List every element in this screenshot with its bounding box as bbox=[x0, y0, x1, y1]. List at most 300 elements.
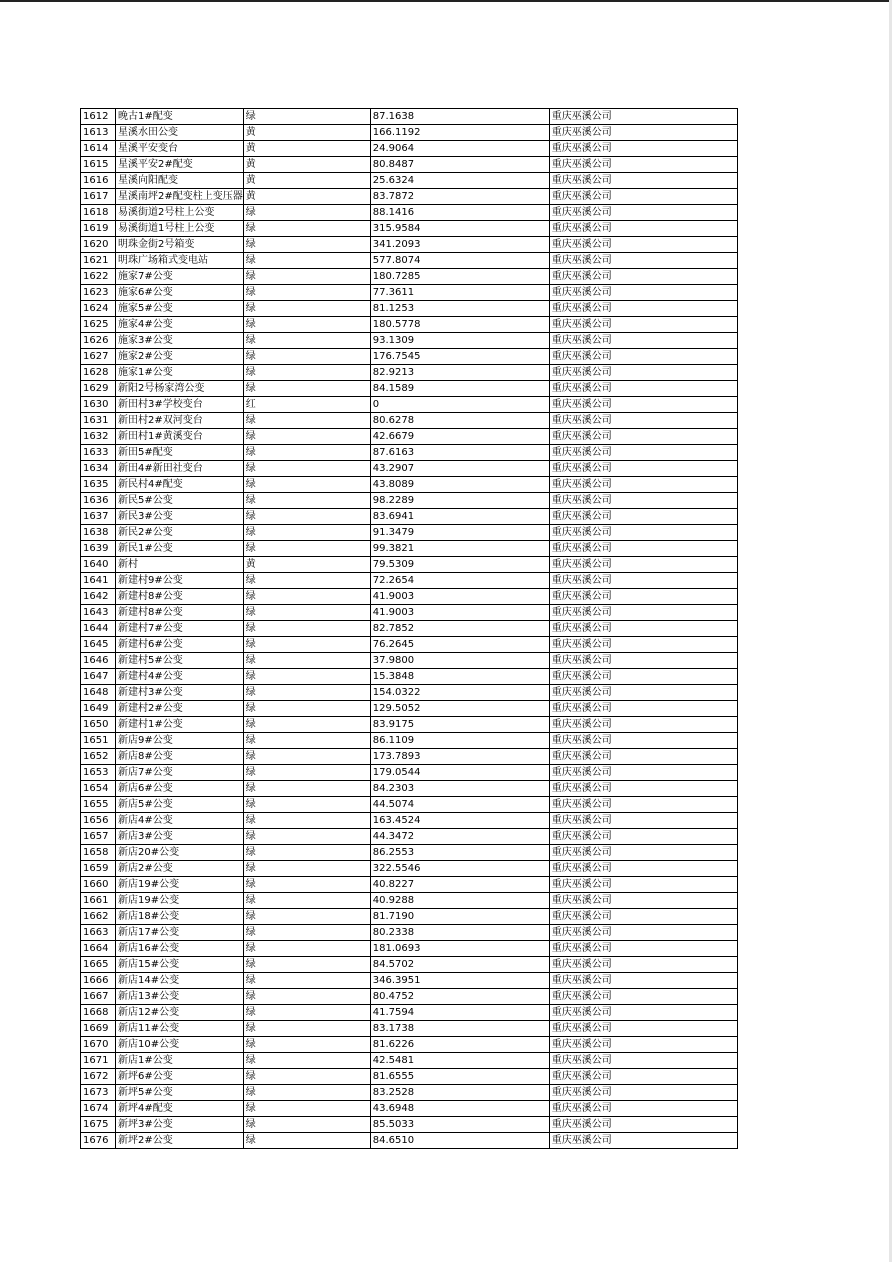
transformer-name-cell: 新田村2#双河变台 bbox=[116, 413, 244, 429]
transformer-name-cell: 星溪南坪2#配变柱上变压器 bbox=[116, 189, 244, 205]
value-cell: 81.6555 bbox=[370, 1069, 549, 1085]
row-id-cell: 1664 bbox=[81, 941, 116, 957]
transformer-name-cell: 新田村1#黄溪变台 bbox=[116, 429, 244, 445]
status-cell: 绿 bbox=[243, 653, 370, 669]
row-id-cell: 1663 bbox=[81, 925, 116, 941]
value-cell: 80.2338 bbox=[370, 925, 549, 941]
table-body bbox=[81, 109, 738, 1149]
status-cell: 绿 bbox=[243, 685, 370, 701]
value-cell: 79.5309 bbox=[370, 557, 549, 573]
table-row bbox=[81, 413, 738, 429]
transformer-name-cell: 新坪5#公变 bbox=[116, 1085, 244, 1101]
company-cell: 重庆巫溪公司 bbox=[549, 733, 737, 749]
transformer-name-cell: 新阳2号杨家湾公变 bbox=[116, 381, 244, 397]
row-id-cell: 1673 bbox=[81, 1085, 116, 1101]
row-id-cell: 1622 bbox=[81, 269, 116, 285]
transformer-name-cell: 新民5#公变 bbox=[116, 493, 244, 509]
transformer-name-cell: 新店6#公变 bbox=[116, 781, 244, 797]
status-cell: 绿 bbox=[243, 765, 370, 781]
value-cell: 77.3611 bbox=[370, 285, 549, 301]
value-cell: 179.0544 bbox=[370, 765, 549, 781]
row-id-cell: 1619 bbox=[81, 221, 116, 237]
value-cell: 43.6948 bbox=[370, 1101, 549, 1117]
value-cell: 180.5778 bbox=[370, 317, 549, 333]
company-cell: 重庆巫溪公司 bbox=[549, 605, 737, 621]
table-row bbox=[81, 877, 738, 893]
company-cell: 重庆巫溪公司 bbox=[549, 205, 737, 221]
row-id-cell: 1626 bbox=[81, 333, 116, 349]
transformer-name-cell: 星溪向阳配变 bbox=[116, 173, 244, 189]
company-cell: 重庆巫溪公司 bbox=[549, 1069, 737, 1085]
value-cell: 83.7872 bbox=[370, 189, 549, 205]
row-id-cell: 1669 bbox=[81, 1021, 116, 1037]
transformer-name-cell: 施家7#公变 bbox=[116, 269, 244, 285]
status-cell: 黄 bbox=[243, 157, 370, 173]
table-row bbox=[81, 317, 738, 333]
row-id-cell: 1629 bbox=[81, 381, 116, 397]
table-row bbox=[81, 637, 738, 653]
transformer-name-cell: 新店9#公变 bbox=[116, 733, 244, 749]
company-cell: 重庆巫溪公司 bbox=[549, 461, 737, 477]
status-cell: 绿 bbox=[243, 701, 370, 717]
row-id-cell: 1666 bbox=[81, 973, 116, 989]
transformer-name-cell: 易溪街道2号柱上公变 bbox=[116, 205, 244, 221]
table-row bbox=[81, 621, 738, 637]
company-cell: 重庆巫溪公司 bbox=[549, 813, 737, 829]
row-id-cell: 1661 bbox=[81, 893, 116, 909]
table-row bbox=[81, 397, 738, 413]
company-cell: 重庆巫溪公司 bbox=[549, 781, 737, 797]
table-row bbox=[81, 973, 738, 989]
value-cell: 88.1416 bbox=[370, 205, 549, 221]
table-row bbox=[81, 717, 738, 733]
status-cell: 绿 bbox=[243, 973, 370, 989]
company-cell: 重庆巫溪公司 bbox=[549, 253, 737, 269]
company-cell: 重庆巫溪公司 bbox=[549, 349, 737, 365]
transformer-name-cell: 新建村9#公变 bbox=[116, 573, 244, 589]
status-cell: 绿 bbox=[243, 909, 370, 925]
value-cell: 86.1109 bbox=[370, 733, 549, 749]
row-id-cell: 1659 bbox=[81, 861, 116, 877]
row-id-cell: 1641 bbox=[81, 573, 116, 589]
transformer-name-cell: 施家3#公变 bbox=[116, 333, 244, 349]
value-cell: 83.9175 bbox=[370, 717, 549, 733]
row-id-cell: 1625 bbox=[81, 317, 116, 333]
value-cell: 80.8487 bbox=[370, 157, 549, 173]
transformer-name-cell: 新店18#公变 bbox=[116, 909, 244, 925]
transformer-name-cell: 新店14#公变 bbox=[116, 973, 244, 989]
transformer-name-cell: 新田村3#学校变台 bbox=[116, 397, 244, 413]
table-row bbox=[81, 237, 738, 253]
status-cell: 绿 bbox=[243, 861, 370, 877]
row-id-cell: 1642 bbox=[81, 589, 116, 605]
table-row bbox=[81, 445, 738, 461]
company-cell: 重庆巫溪公司 bbox=[549, 413, 737, 429]
table-row bbox=[81, 253, 738, 269]
company-cell: 重庆巫溪公司 bbox=[549, 269, 737, 285]
table-row bbox=[81, 653, 738, 669]
company-cell: 重庆巫溪公司 bbox=[549, 1021, 737, 1037]
row-id-cell: 1632 bbox=[81, 429, 116, 445]
company-cell: 重庆巫溪公司 bbox=[549, 397, 737, 413]
table-row bbox=[81, 429, 738, 445]
row-id-cell: 1648 bbox=[81, 685, 116, 701]
transformer-name-cell: 新店13#公变 bbox=[116, 989, 244, 1005]
company-cell: 重庆巫溪公司 bbox=[549, 557, 737, 573]
table-row bbox=[81, 461, 738, 477]
status-cell: 绿 bbox=[243, 893, 370, 909]
value-cell: 25.6324 bbox=[370, 173, 549, 189]
row-id-cell: 1675 bbox=[81, 1117, 116, 1133]
status-cell: 绿 bbox=[243, 957, 370, 973]
company-cell: 重庆巫溪公司 bbox=[549, 989, 737, 1005]
value-cell: 15.3848 bbox=[370, 669, 549, 685]
table-row bbox=[81, 141, 738, 157]
company-cell: 重庆巫溪公司 bbox=[549, 589, 737, 605]
company-cell: 重庆巫溪公司 bbox=[549, 717, 737, 733]
transformer-name-cell: 新店15#公变 bbox=[116, 957, 244, 973]
row-id-cell: 1654 bbox=[81, 781, 116, 797]
status-cell: 黄 bbox=[243, 557, 370, 573]
status-cell: 绿 bbox=[243, 733, 370, 749]
company-cell: 重庆巫溪公司 bbox=[549, 477, 737, 493]
transformer-name-cell: 新店2#公变 bbox=[116, 861, 244, 877]
table-row bbox=[81, 173, 738, 189]
transformer-name-cell: 新店5#公变 bbox=[116, 797, 244, 813]
table-row bbox=[81, 477, 738, 493]
company-cell: 重庆巫溪公司 bbox=[549, 141, 737, 157]
value-cell: 87.6163 bbox=[370, 445, 549, 461]
row-id-cell: 1628 bbox=[81, 365, 116, 381]
status-cell: 绿 bbox=[243, 845, 370, 861]
row-id-cell: 1655 bbox=[81, 797, 116, 813]
transformer-name-cell: 明珠广场箱式变电站 bbox=[116, 253, 244, 269]
value-cell: 315.9584 bbox=[370, 221, 549, 237]
status-cell: 红 bbox=[243, 397, 370, 413]
transformer-name-cell: 新坪6#公变 bbox=[116, 1069, 244, 1085]
company-cell: 重庆巫溪公司 bbox=[549, 829, 737, 845]
value-cell: 44.3472 bbox=[370, 829, 549, 845]
table-row bbox=[81, 957, 738, 973]
company-cell: 重庆巫溪公司 bbox=[549, 957, 737, 973]
transformer-name-cell: 施家2#公变 bbox=[116, 349, 244, 365]
value-cell: 42.5481 bbox=[370, 1053, 549, 1069]
table-row bbox=[81, 1053, 738, 1069]
table-row bbox=[81, 605, 738, 621]
company-cell: 重庆巫溪公司 bbox=[549, 573, 737, 589]
row-id-cell: 1647 bbox=[81, 669, 116, 685]
transformer-name-cell: 新村 bbox=[116, 557, 244, 573]
table-row bbox=[81, 701, 738, 717]
row-id-cell: 1652 bbox=[81, 749, 116, 765]
status-cell: 绿 bbox=[243, 829, 370, 845]
transformer-name-cell: 新店7#公变 bbox=[116, 765, 244, 781]
transformer-name-cell: 施家5#公变 bbox=[116, 301, 244, 317]
company-cell: 重庆巫溪公司 bbox=[549, 301, 737, 317]
status-cell: 黄 bbox=[243, 141, 370, 157]
company-cell: 重庆巫溪公司 bbox=[549, 925, 737, 941]
company-cell: 重庆巫溪公司 bbox=[549, 669, 737, 685]
transformer-name-cell: 新建村7#公变 bbox=[116, 621, 244, 637]
table-row bbox=[81, 813, 738, 829]
value-cell: 163.4524 bbox=[370, 813, 549, 829]
value-cell: 129.5052 bbox=[370, 701, 549, 717]
transformer-name-cell: 新建村4#公变 bbox=[116, 669, 244, 685]
transformer-name-cell: 新民1#公变 bbox=[116, 541, 244, 557]
company-cell: 重庆巫溪公司 bbox=[549, 861, 737, 877]
row-id-cell: 1620 bbox=[81, 237, 116, 253]
value-cell: 43.2907 bbox=[370, 461, 549, 477]
company-cell: 重庆巫溪公司 bbox=[549, 221, 737, 237]
table-row bbox=[81, 669, 738, 685]
transformer-name-cell: 新建村1#公变 bbox=[116, 717, 244, 733]
company-cell: 重庆巫溪公司 bbox=[549, 749, 737, 765]
row-id-cell: 1649 bbox=[81, 701, 116, 717]
value-cell: 93.1309 bbox=[370, 333, 549, 349]
status-cell: 绿 bbox=[243, 781, 370, 797]
value-cell: 87.1638 bbox=[370, 109, 549, 125]
transformer-name-cell: 新建村3#公变 bbox=[116, 685, 244, 701]
value-cell: 84.5702 bbox=[370, 957, 549, 973]
table-row bbox=[81, 109, 738, 125]
company-cell: 重庆巫溪公司 bbox=[549, 285, 737, 301]
value-cell: 322.5546 bbox=[370, 861, 549, 877]
transformer-name-cell: 新店4#公变 bbox=[116, 813, 244, 829]
company-cell: 重庆巫溪公司 bbox=[549, 333, 737, 349]
row-id-cell: 1671 bbox=[81, 1053, 116, 1069]
company-cell: 重庆巫溪公司 bbox=[549, 429, 737, 445]
company-cell: 重庆巫溪公司 bbox=[549, 909, 737, 925]
transformer-name-cell: 新店16#公变 bbox=[116, 941, 244, 957]
table-row bbox=[81, 1085, 738, 1101]
table-row bbox=[81, 333, 738, 349]
table-row bbox=[81, 941, 738, 957]
status-cell: 绿 bbox=[243, 317, 370, 333]
transformer-name-cell: 星溪水田公变 bbox=[116, 125, 244, 141]
row-id-cell: 1653 bbox=[81, 765, 116, 781]
status-cell: 绿 bbox=[243, 669, 370, 685]
company-cell: 重庆巫溪公司 bbox=[549, 109, 737, 125]
row-id-cell: 1650 bbox=[81, 717, 116, 733]
table-row bbox=[81, 589, 738, 605]
value-cell: 80.6278 bbox=[370, 413, 549, 429]
value-cell: 173.7893 bbox=[370, 749, 549, 765]
row-id-cell: 1656 bbox=[81, 813, 116, 829]
row-id-cell: 1630 bbox=[81, 397, 116, 413]
transformer-name-cell: 星溪平安2#配变 bbox=[116, 157, 244, 173]
value-cell: 37.9800 bbox=[370, 653, 549, 669]
table-row bbox=[81, 509, 738, 525]
value-cell: 41.7594 bbox=[370, 1005, 549, 1021]
status-cell: 绿 bbox=[243, 429, 370, 445]
status-cell: 绿 bbox=[243, 605, 370, 621]
value-cell: 80.4752 bbox=[370, 989, 549, 1005]
row-id-cell: 1676 bbox=[81, 1133, 116, 1149]
row-id-cell: 1672 bbox=[81, 1069, 116, 1085]
table-row bbox=[81, 269, 738, 285]
status-cell: 绿 bbox=[243, 525, 370, 541]
value-cell: 346.3951 bbox=[370, 973, 549, 989]
status-cell: 绿 bbox=[243, 381, 370, 397]
value-cell: 154.0322 bbox=[370, 685, 549, 701]
row-id-cell: 1614 bbox=[81, 141, 116, 157]
company-cell: 重庆巫溪公司 bbox=[549, 525, 737, 541]
row-id-cell: 1636 bbox=[81, 493, 116, 509]
transformer-name-cell: 新田4#新田社变台 bbox=[116, 461, 244, 477]
value-cell: 81.1253 bbox=[370, 301, 549, 317]
status-cell: 绿 bbox=[243, 253, 370, 269]
value-cell: 40.9288 bbox=[370, 893, 549, 909]
row-id-cell: 1618 bbox=[81, 205, 116, 221]
table-row bbox=[81, 493, 738, 509]
value-cell: 82.7852 bbox=[370, 621, 549, 637]
transformer-name-cell: 新店12#公变 bbox=[116, 1005, 244, 1021]
value-cell: 181.0693 bbox=[370, 941, 549, 957]
value-cell: 44.5074 bbox=[370, 797, 549, 813]
company-cell: 重庆巫溪公司 bbox=[549, 685, 737, 701]
value-cell: 41.9003 bbox=[370, 589, 549, 605]
value-cell: 24.9064 bbox=[370, 141, 549, 157]
value-cell: 99.3821 bbox=[370, 541, 549, 557]
status-cell: 绿 bbox=[243, 621, 370, 637]
value-cell: 166.1192 bbox=[370, 125, 549, 141]
table-row bbox=[81, 189, 738, 205]
value-cell: 86.2553 bbox=[370, 845, 549, 861]
status-cell: 绿 bbox=[243, 797, 370, 813]
transformer-name-cell: 新店3#公变 bbox=[116, 829, 244, 845]
table-row bbox=[81, 221, 738, 237]
company-cell: 重庆巫溪公司 bbox=[549, 509, 737, 525]
company-cell: 重庆巫溪公司 bbox=[549, 317, 737, 333]
table-row bbox=[81, 541, 738, 557]
table-row bbox=[81, 909, 738, 925]
transformer-name-cell: 新田5#配变 bbox=[116, 445, 244, 461]
table-row bbox=[81, 573, 738, 589]
transformer-name-cell: 新民2#公变 bbox=[116, 525, 244, 541]
transformer-name-cell: 新民3#公变 bbox=[116, 509, 244, 525]
table-row bbox=[81, 733, 738, 749]
table-row bbox=[81, 893, 738, 909]
value-cell: 76.2645 bbox=[370, 637, 549, 653]
value-cell: 82.9213 bbox=[370, 365, 549, 381]
table-row bbox=[81, 525, 738, 541]
row-id-cell: 1665 bbox=[81, 957, 116, 973]
table-row bbox=[81, 1117, 738, 1133]
table-row bbox=[81, 157, 738, 173]
company-cell: 重庆巫溪公司 bbox=[549, 173, 737, 189]
row-id-cell: 1633 bbox=[81, 445, 116, 461]
status-cell: 绿 bbox=[243, 941, 370, 957]
table-row bbox=[81, 781, 738, 797]
table-row bbox=[81, 925, 738, 941]
value-cell: 0 bbox=[370, 397, 549, 413]
company-cell: 重庆巫溪公司 bbox=[549, 381, 737, 397]
company-cell: 重庆巫溪公司 bbox=[549, 237, 737, 253]
status-cell: 绿 bbox=[243, 541, 370, 557]
row-id-cell: 1616 bbox=[81, 173, 116, 189]
transformer-name-cell: 新店19#公变 bbox=[116, 877, 244, 893]
table-row bbox=[81, 989, 738, 1005]
row-id-cell: 1658 bbox=[81, 845, 116, 861]
status-cell: 绿 bbox=[243, 1069, 370, 1085]
status-cell: 绿 bbox=[243, 413, 370, 429]
company-cell: 重庆巫溪公司 bbox=[549, 765, 737, 781]
company-cell: 重庆巫溪公司 bbox=[549, 637, 737, 653]
value-cell: 176.7545 bbox=[370, 349, 549, 365]
row-id-cell: 1640 bbox=[81, 557, 116, 573]
status-cell: 绿 bbox=[243, 301, 370, 317]
value-cell: 180.7285 bbox=[370, 269, 549, 285]
table-row bbox=[81, 381, 738, 397]
transformer-name-cell: 新建村8#公变 bbox=[116, 589, 244, 605]
company-cell: 重庆巫溪公司 bbox=[549, 1053, 737, 1069]
row-id-cell: 1638 bbox=[81, 525, 116, 541]
company-cell: 重庆巫溪公司 bbox=[549, 1085, 737, 1101]
status-cell: 绿 bbox=[243, 1085, 370, 1101]
status-cell: 绿 bbox=[243, 1021, 370, 1037]
company-cell: 重庆巫溪公司 bbox=[549, 189, 737, 205]
table-row bbox=[81, 749, 738, 765]
value-cell: 42.6679 bbox=[370, 429, 549, 445]
company-cell: 重庆巫溪公司 bbox=[549, 845, 737, 861]
status-cell: 绿 bbox=[243, 1037, 370, 1053]
status-cell: 绿 bbox=[243, 1133, 370, 1149]
row-id-cell: 1637 bbox=[81, 509, 116, 525]
row-id-cell: 1644 bbox=[81, 621, 116, 637]
value-cell: 98.2289 bbox=[370, 493, 549, 509]
transformer-name-cell: 新建村6#公变 bbox=[116, 637, 244, 653]
status-cell: 绿 bbox=[243, 237, 370, 253]
transformer-name-cell: 施家4#公变 bbox=[116, 317, 244, 333]
company-cell: 重庆巫溪公司 bbox=[549, 157, 737, 173]
company-cell: 重庆巫溪公司 bbox=[549, 877, 737, 893]
status-cell: 绿 bbox=[243, 285, 370, 301]
table-row bbox=[81, 797, 738, 813]
table-row bbox=[81, 1037, 738, 1053]
company-cell: 重庆巫溪公司 bbox=[549, 365, 737, 381]
status-cell: 绿 bbox=[243, 1053, 370, 1069]
company-cell: 重庆巫溪公司 bbox=[549, 1101, 737, 1117]
company-cell: 重庆巫溪公司 bbox=[549, 621, 737, 637]
row-id-cell: 1660 bbox=[81, 877, 116, 893]
transformer-name-cell: 晚古1#配变 bbox=[116, 109, 244, 125]
status-cell: 绿 bbox=[243, 989, 370, 1005]
table-row bbox=[81, 1021, 738, 1037]
transformer-name-cell: 新建村8#公变 bbox=[116, 605, 244, 621]
value-cell: 85.5033 bbox=[370, 1117, 549, 1133]
row-id-cell: 1646 bbox=[81, 653, 116, 669]
value-cell: 81.7190 bbox=[370, 909, 549, 925]
row-id-cell: 1670 bbox=[81, 1037, 116, 1053]
company-cell: 重庆巫溪公司 bbox=[549, 653, 737, 669]
transformer-name-cell: 新店8#公变 bbox=[116, 749, 244, 765]
status-cell: 绿 bbox=[243, 877, 370, 893]
table-row bbox=[81, 685, 738, 701]
status-cell: 绿 bbox=[243, 749, 370, 765]
value-cell: 41.9003 bbox=[370, 605, 549, 621]
status-cell: 黄 bbox=[243, 173, 370, 189]
status-cell: 绿 bbox=[243, 445, 370, 461]
value-cell: 83.6941 bbox=[370, 509, 549, 525]
company-cell: 重庆巫溪公司 bbox=[549, 125, 737, 141]
table-row bbox=[81, 861, 738, 877]
company-cell: 重庆巫溪公司 bbox=[549, 1117, 737, 1133]
row-id-cell: 1643 bbox=[81, 605, 116, 621]
value-cell: 72.2654 bbox=[370, 573, 549, 589]
row-id-cell: 1668 bbox=[81, 1005, 116, 1021]
row-id-cell: 1612 bbox=[81, 109, 116, 125]
transformer-name-cell: 新店17#公变 bbox=[116, 925, 244, 941]
